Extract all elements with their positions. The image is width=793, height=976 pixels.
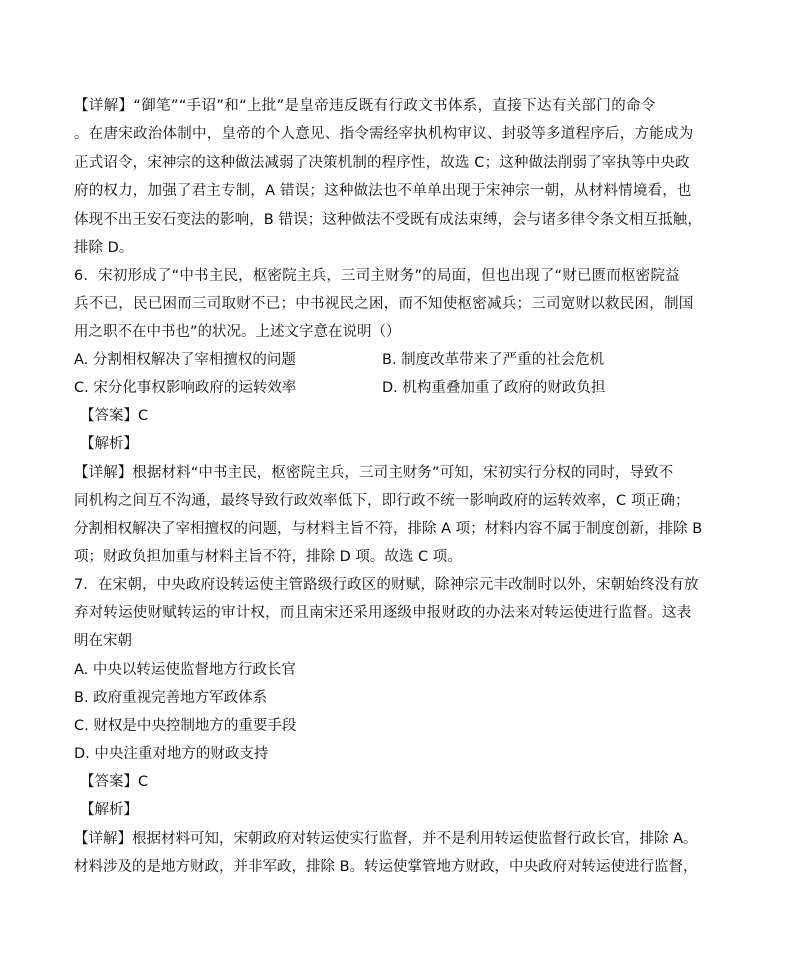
question-6-option-a: A. 分割相权解决了宰相擅权的问题: [74, 352, 296, 368]
question-7-stem-line: 7．在宋朝，中央政府设转运使主管路级行政区的财赋，除神宗元丰改制时以外，宋朝始终没有放: [74, 577, 699, 593]
question-7-detail-line: 材料涉及的是地方财政，并非军政，排除 B。转运使掌管地方财政，中央政府对转运使进行监督，: [74, 859, 698, 875]
question-7-option-a: A. 中央以转运使监督地方行政长官: [74, 662, 296, 678]
question-6-stem-line: 用之职不在中书也”的状况。上述文字意在说明（）: [74, 324, 401, 340]
detail-line: 正式诏令，宋神宗的这种做法减弱了决策机制的程序性，故选 C；这种做法削弱了宰执等中央政: [74, 155, 690, 171]
question-6-answer: 【答案】C: [80, 408, 149, 424]
detail-line: 体现不出王安石变法的影响，B 错误；这种做法不受既有成法束缚，会与诸多律令条文相互抵触，: [74, 212, 702, 228]
detail-line: 排除 D。: [74, 240, 134, 256]
question-6-analysis-label: 【解析】: [80, 436, 138, 452]
question-7-stem-line: 弃对转运使财赋转运的审计权，而且南宋还采用逐级申报财政的办法来对转运使进行监督。这表: [74, 605, 692, 621]
question-6-option-b: B. 制度改革带来了严重的社会危机: [382, 352, 605, 368]
question-6-stem-line: 6．宋初形成了“中书主民，枢密院主兵，三司主财务”的局面，但也出现了“财已匮而枢密院益: [74, 268, 680, 284]
detail-line: 府的权力，加强了君主专制，A 错误；这种做法也不单单出现于宋神宗一朝，从材料情境看，也: [74, 183, 692, 199]
question-6-option-d: D. 机构重叠加重了政府的财政负担: [382, 380, 606, 396]
question-7-stem-line: 明在宋朝: [74, 633, 132, 649]
question-7-analysis-label: 【解析】: [80, 802, 138, 818]
question-7-answer: 【答案】C: [80, 774, 149, 790]
question-6-detail-line: 项；财政负担加重与材料主旨不符，排除 D 项。故选 C 项。: [74, 549, 462, 565]
question-6-stem-line: 兵不已，民已困而三司取财不已；中书视民之困，而不知使枢密减兵；三司宽财以救民困，制国: [74, 296, 694, 312]
question-6-detail-line: 同机构之间互不沟通，最终导致行政效率低下，即行政不统一影响政府的运转效率，C 项正确；: [74, 493, 690, 509]
question-7-option-b: B. 政府重视完善地方军政体系: [74, 690, 268, 706]
question-7-option-d: D. 中央注重对地方的财政支持: [74, 746, 269, 762]
question-6-option-c: C. 宋分化事权影响政府的运转效率: [74, 380, 297, 396]
detail-line: 【详解】“御笔”“手诏”和“上批”是皇帝违反既有行政文书体系，直接下达有关部门的命令: [74, 98, 656, 114]
question-7-option-c: C. 财权是中央控制地方的重要手段: [74, 718, 297, 734]
detail-line: 。在唐宋政治体制中，皇帝的个人意见、指令需经宰执机构审议、封驳等多道程序后，方能成为: [74, 126, 694, 142]
question-7-detail-line: 【详解】根据材料可知，宋朝政府对转运使实行监督，并不是利用转运使监督行政长官，排除 A。: [74, 831, 698, 847]
question-6-detail-line: 【详解】根据材料“中书主民，枢密院主兵，三司主财务”可知，宋初实行分权的同时，导致不: [74, 465, 674, 481]
question-6-detail-line: 分割相权解决了宰相擅权的问题，与材料主旨不符，排除 A 项；材料内容不属于制度创新，排除 B: [74, 521, 703, 537]
